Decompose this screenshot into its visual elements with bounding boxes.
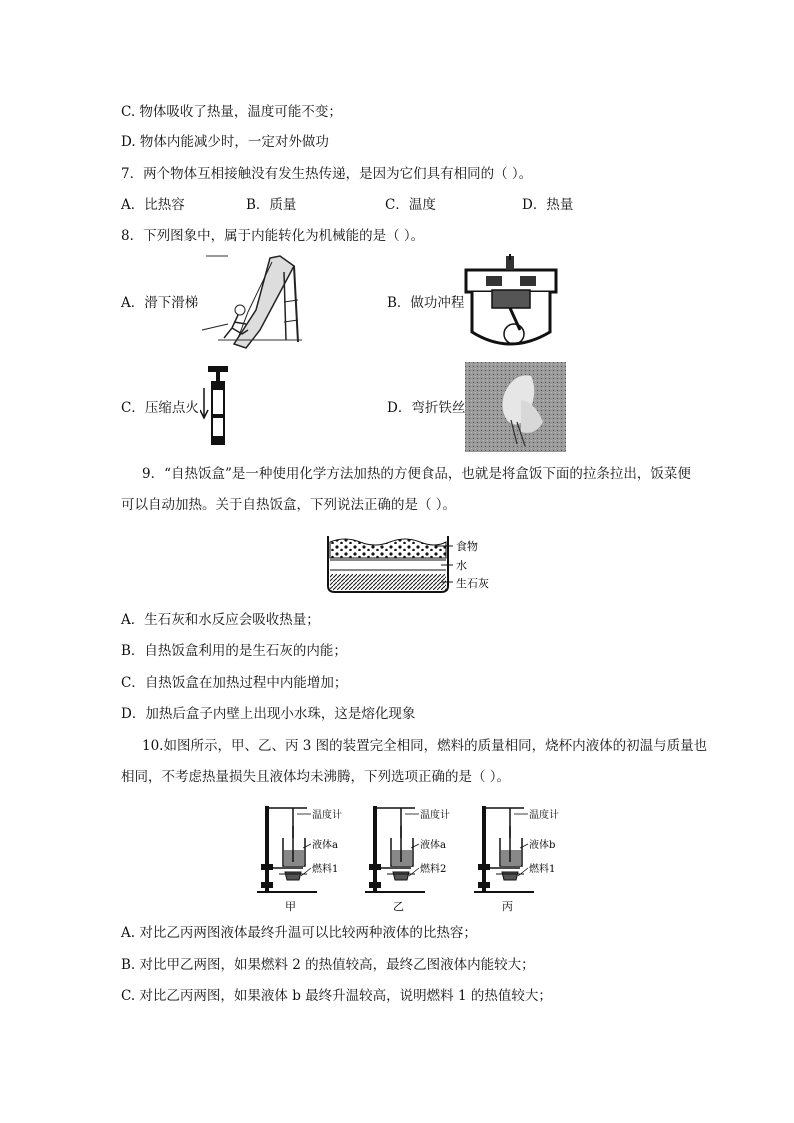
q10-option-a: A. 对比乙丙两图液体最终升温可以比较两种液体的比热容； [121,925,477,941]
q10-stem-line1: 10.如图所示，甲、乙、丙 3 图的装置完全相同，燃料的质量相同，烧杯内液体的初温与质量也 [142,738,708,754]
fuel-label: 燃料1 [529,864,556,875]
figure-caption: 乙 [393,900,404,913]
liquid-label: 液体a [420,840,446,851]
fuel-label: 燃料1 [312,864,339,875]
apparatus-jia [257,796,357,914]
q9-stem-line2: 可以自动加热。关于自热饭盒，下列说法正确的是（ ）。 [121,497,457,513]
figure-caption: 丙 [502,900,513,913]
fuel-label: 燃料2 [420,864,447,875]
q7-option-c: C．温度 [385,197,436,213]
q9-option-b: B．自热饭盒利用的是生石灰的内能； [121,643,347,659]
liquid-label: 液体a [312,840,338,851]
compression-figure [200,364,234,448]
engine-figure [464,252,558,352]
label-food: 食物 [456,540,478,553]
thermometer-label: 温度计 [312,810,342,821]
q10-stem-line2: 相同，不考虑热量损失且液体均未沸腾，下列选项正确的是（ ）。 [121,769,511,785]
q9-option-c: C．自热饭盒在加热过程中内能增加； [121,675,348,691]
q9-option-a: A．生石灰和水反应会吸收热量； [121,612,320,628]
q9-stem-line1: 9．“自热饭盒”是一种使用化学方法加热的方便食品，也就是将盒饭下面的拉条拉出，饭菜便 [142,466,691,482]
apparatus-bing [474,796,574,914]
label-water: 水 [456,559,467,572]
bending-wire-figure [465,362,566,452]
q10-option-c: C. 对比乙丙两图，如果液体 b 最终升温较高，说明燃料 1 的热值较大； [121,988,552,1004]
figure-caption: 甲 [285,900,296,913]
liquid-label: 液体b [529,840,556,851]
thermometer-label: 温度计 [420,810,450,821]
q8-stem: 8．下列图象中，属于内能转化为机械能的是（ ）。 [121,228,425,244]
q7-option-b: B．质量 [246,197,297,213]
slide-figure [198,252,306,354]
q10-option-b: B. 对比甲乙两图，如果燃料 2 的热值较高，最终乙图液体内能较大； [121,957,535,973]
q8-option-a: A．滑下滑梯 [121,295,199,311]
q8-option-b: B．做功冲程 [387,295,465,311]
q8-option-c: C．压缩点火 [121,400,199,416]
q6-option-d: D. 物体内能减少时，一定对外做功 [121,134,329,150]
q7-stem: 7．两个物体互相接触没有发生热传递，是因为它们具有相同的（ ）。 [121,166,533,182]
q6-option-c: C. 物体吸收了热量，温度可能不变； [121,104,342,120]
thermometer-label: 温度计 [529,810,559,821]
q7-option-a: A．比热容 [121,197,185,213]
label-quicklime: 生石灰 [456,577,489,590]
self-heating-box-figure [325,530,501,596]
apparatus-yi [365,796,465,914]
q7-option-d: D．热量 [522,197,574,213]
q8-option-d: D．弯折铁丝 [387,400,466,416]
q9-option-d: D．加热后盒子内壁上出现小水珠，这是熔化现象 [121,706,416,722]
